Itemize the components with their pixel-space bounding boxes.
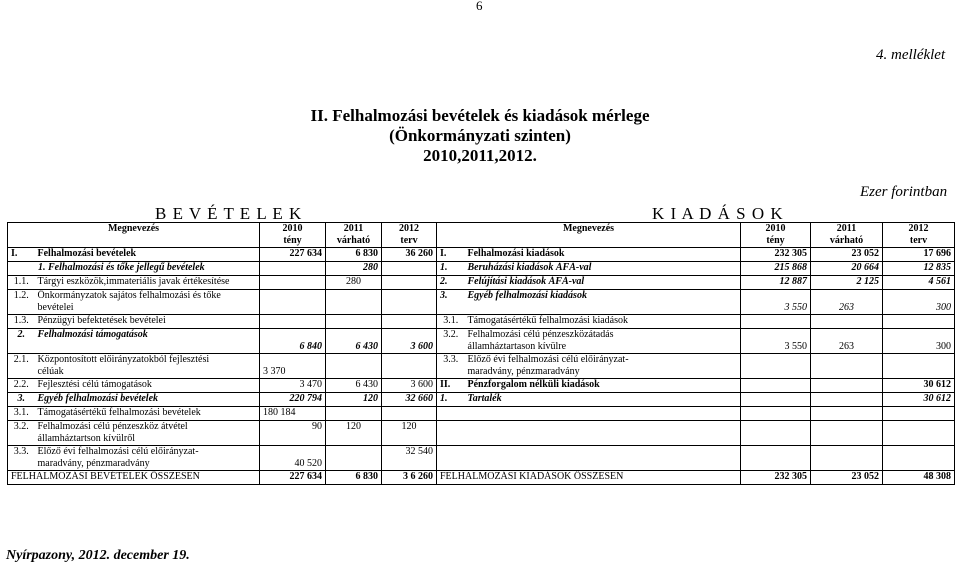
row-number: 1.1.	[8, 276, 35, 290]
cell-2010: 232 305	[741, 248, 811, 262]
cell-2011: 263	[811, 329, 883, 354]
cell-2010: 3 470	[260, 379, 326, 393]
cell-2011	[811, 407, 883, 421]
table-row	[8, 354, 955, 379]
cell-2012: 30 612	[883, 379, 955, 393]
row-number: 2.2.	[8, 379, 35, 393]
row-number: 2.1.	[8, 354, 35, 379]
rev-col-2011	[326, 223, 382, 248]
cell-2012	[382, 290, 437, 315]
cell-2012	[382, 407, 437, 421]
row-label-line2: bevételei	[37, 302, 74, 313]
table-row	[8, 248, 955, 262]
row-label: Egyéb felhalmozási bevételek	[35, 393, 260, 407]
cell-2010	[260, 276, 326, 290]
cell-2010	[741, 379, 811, 393]
cell-2011	[811, 393, 883, 407]
row-label	[35, 354, 260, 379]
cell-2011	[326, 315, 382, 329]
cell-2011	[326, 290, 382, 315]
cell-2011: 23 052	[811, 471, 883, 485]
cell-2010: 180 184	[260, 407, 326, 421]
page-title: II. Felhalmozási bevételek és kiadások mérlege	[310, 106, 650, 125]
row-label-line2: maradvány, pénzmaradvány	[37, 458, 150, 469]
exp-col-2012	[883, 223, 955, 248]
cell-2011	[811, 379, 883, 393]
cell-2012	[883, 354, 955, 379]
cell-2012	[382, 262, 437, 276]
row-number: I.	[437, 248, 465, 262]
cell-2010: 215 868	[741, 262, 811, 276]
row-number: 1.2.	[8, 290, 35, 315]
expense-heading: K I A D Á S O K	[652, 204, 784, 223]
cell-2011	[326, 354, 382, 379]
cell-2012	[883, 407, 955, 421]
cell-2012: 32 540	[382, 446, 437, 471]
cell-2011	[326, 407, 382, 421]
row-number: 1.	[437, 262, 465, 276]
cell-2012	[883, 315, 955, 329]
cell-2012: 3 6 260	[382, 471, 437, 485]
row-label: Pénzforgalom nélküli kiadások	[465, 379, 741, 393]
cell-2011: 6 430	[326, 379, 382, 393]
rev-col-2012-year: 2012	[399, 223, 419, 234]
unit-label: Ezer forintban	[860, 184, 948, 200]
table-row	[8, 421, 955, 446]
cell-2012: 120	[382, 421, 437, 446]
cell-2010: 12 887	[741, 276, 811, 290]
cell-2011: 120	[326, 393, 382, 407]
page-years: 2010,2011,2012.	[423, 146, 537, 165]
rev-col-2010-year: 2010	[282, 223, 303, 234]
page-number: 6	[476, 0, 483, 13]
row-number: 2.	[437, 276, 465, 290]
exp-col-2011	[811, 223, 883, 248]
cell-2010	[260, 315, 326, 329]
row-number	[437, 407, 465, 421]
row-number	[437, 421, 465, 446]
cell-2011: 280	[326, 276, 382, 290]
row-label: Támogatásértékű felhalmozási kiadások	[465, 315, 741, 329]
row-label: Pénzügyi befektetések bevételei	[35, 315, 260, 329]
sign-date: Nyírpazony, 2012. december 19.	[6, 548, 190, 563]
row-label: Fejlesztési célú támogatások	[35, 379, 260, 393]
row-number: 3.3.	[437, 354, 465, 379]
table-row	[8, 276, 955, 290]
exp-col-2010-sub: tény	[766, 235, 785, 246]
exp-col-2012-year: 2012	[908, 223, 929, 234]
row-label-line2: maradvány, pénzmaradvány	[467, 366, 580, 377]
cell-2012	[382, 354, 437, 379]
header-row	[8, 223, 955, 248]
rev-col-2010-sub: tény	[283, 235, 302, 246]
row-label	[465, 354, 741, 379]
cell-2010	[741, 446, 811, 471]
page-subtitle: (Önkormányzati szinten)	[389, 126, 571, 145]
exp-col-2010-year: 2010	[765, 223, 786, 234]
row-label	[465, 421, 741, 446]
row-label: Beruházási kiadások ÁFÁ-val	[465, 262, 741, 276]
cell-2012: 48 308	[883, 471, 955, 485]
cell-2012: 3 600	[382, 329, 437, 354]
annex-label: 4. melléklet	[876, 47, 946, 63]
row-label: 1. Felhalmozási és tőke jellegű bevételek	[8, 262, 260, 276]
row-label: FELHALMOZÁSI KIADÁSOK ÖSSZESEN	[437, 471, 741, 485]
cell-2010	[260, 262, 326, 276]
cell-2011	[811, 446, 883, 471]
row-label: Felhalmozási kiadások	[465, 248, 741, 262]
row-label: Egyéb felhalmozási kiadások	[465, 290, 741, 315]
row-label: Támogatásértékű felhalmozási bevételek	[35, 407, 260, 421]
revenue-heading: B E V É T E L E K	[155, 204, 303, 223]
cell-2010	[741, 315, 811, 329]
row-label	[465, 329, 741, 354]
row-number: I.	[8, 248, 35, 262]
row-label-line1: Előző évi felhalmozási célú előirányzat-	[467, 354, 629, 365]
cell-2012: 36 260	[382, 248, 437, 262]
row-number	[437, 446, 465, 471]
cell-2010	[741, 407, 811, 421]
cell-2010: 227 634	[260, 248, 326, 262]
row-label-line1: Előző évi felhalmozási célú előirányzat-	[37, 446, 199, 457]
cell-2011	[811, 421, 883, 446]
exp-col-2012-sub: terv	[909, 235, 928, 246]
row-label-line2: államháztartson kívülről	[37, 433, 135, 444]
cell-2012: 30 612	[883, 393, 955, 407]
cell-2012: 12 835	[883, 262, 955, 276]
cell-2010: 6 840	[260, 329, 326, 354]
cell-2011: 280	[326, 262, 382, 276]
row-number: 3.2.	[437, 329, 465, 354]
rev-col-2012	[382, 223, 437, 248]
cell-2011: 6 830	[326, 471, 382, 485]
row-number: 1.	[437, 393, 465, 407]
cell-2011: 263	[811, 290, 883, 315]
cell-2010: 232 305	[741, 471, 811, 485]
cell-2010: 3 370	[260, 354, 326, 379]
row-number: 3.2.	[8, 421, 35, 446]
rev-col-2012-sub: terv	[400, 235, 418, 246]
cell-2010: 3 550	[741, 290, 811, 315]
cell-2011	[811, 315, 883, 329]
row-label-line2: államháztartason kívülre	[467, 341, 567, 352]
table-row	[8, 446, 955, 471]
row-label: Felújítási kiadások ÁFÁ-val	[465, 276, 741, 290]
row-label: FELHALMOZÁSI BEVÉTELEK ÖSSZESEN	[8, 471, 260, 485]
row-label: Felhalmozási támogatások	[35, 329, 260, 354]
total-row	[8, 471, 955, 485]
row-number: 3.	[437, 290, 465, 315]
row-label	[35, 446, 260, 471]
cell-2012	[382, 276, 437, 290]
cell-2012: 32 660	[382, 393, 437, 407]
cell-2012: 300	[883, 329, 955, 354]
row-label: Felhalmozási bevételek	[35, 248, 260, 262]
row-label	[465, 407, 741, 421]
cell-2010	[741, 354, 811, 379]
row-label	[35, 421, 260, 446]
cell-2011: 120	[326, 421, 382, 446]
row-number: 3.1.	[8, 407, 35, 421]
table-row	[8, 379, 955, 393]
cell-2012	[382, 315, 437, 329]
rev-col-2011-year: 2011	[343, 223, 364, 234]
cell-2010	[260, 290, 326, 315]
rev-col-2011-sub: várható	[336, 235, 371, 246]
cell-2010: 227 634	[260, 471, 326, 485]
table-row	[8, 407, 955, 421]
cell-2012	[883, 446, 955, 471]
cell-2011: 2 125	[811, 276, 883, 290]
exp-col-name: Megnevezés	[437, 223, 741, 248]
row-label-line2: célúak	[37, 366, 64, 377]
cell-2010: 90	[260, 421, 326, 446]
cell-2012	[883, 421, 955, 446]
row-label: Tárgyi eszközök,immateriális javak értékesítése	[35, 276, 260, 290]
table-row	[8, 329, 955, 354]
row-label-line1: Önkormányzatok sajátos felhalmozási és tőke	[37, 290, 221, 301]
table-row	[8, 393, 955, 407]
exp-col-2011-year: 2011	[836, 223, 857, 234]
row-label-line1: Központosított előirányzatokból fejlesztési	[37, 354, 210, 365]
row-label-line1: Felhalmozási célú pénzeszköz átvétel	[37, 421, 188, 432]
cell-2010: 220 794	[260, 393, 326, 407]
table-row	[8, 290, 955, 315]
row-label: Tartalék	[465, 393, 741, 407]
cell-2012: 3 600	[382, 379, 437, 393]
table-row	[8, 315, 955, 329]
table-row	[8, 262, 955, 276]
cell-2011: 6 830	[326, 248, 382, 262]
cell-2012: 300	[883, 290, 955, 315]
cell-2010	[741, 393, 811, 407]
cell-2011	[811, 354, 883, 379]
row-label	[35, 290, 260, 315]
row-number: 3.1.	[437, 315, 465, 329]
cell-2011: 23 052	[811, 248, 883, 262]
cell-2010: 3 550	[741, 329, 811, 354]
cell-2012: 17 696	[883, 248, 955, 262]
rev-col-name: Megnevezés	[8, 223, 260, 248]
cell-2011: 20 664	[811, 262, 883, 276]
row-number: 1.3.	[8, 315, 35, 329]
cell-2012: 4 561	[883, 276, 955, 290]
cell-2010	[741, 421, 811, 446]
rev-col-2010	[260, 223, 326, 248]
row-label	[465, 446, 741, 471]
row-label-line1: Felhalmozási célú pénzeszközátadás	[467, 329, 614, 340]
balance-table	[7, 222, 955, 485]
cell-2011	[326, 446, 382, 471]
exp-col-2011-sub: várható	[829, 235, 864, 246]
row-number: 2.	[8, 329, 35, 354]
row-number: II.	[437, 379, 465, 393]
exp-col-2010	[741, 223, 811, 248]
cell-2011: 6 430	[326, 329, 382, 354]
row-number: 3.	[8, 393, 35, 407]
row-number: 3.3.	[8, 446, 35, 471]
cell-2010: 40 520	[260, 446, 326, 471]
